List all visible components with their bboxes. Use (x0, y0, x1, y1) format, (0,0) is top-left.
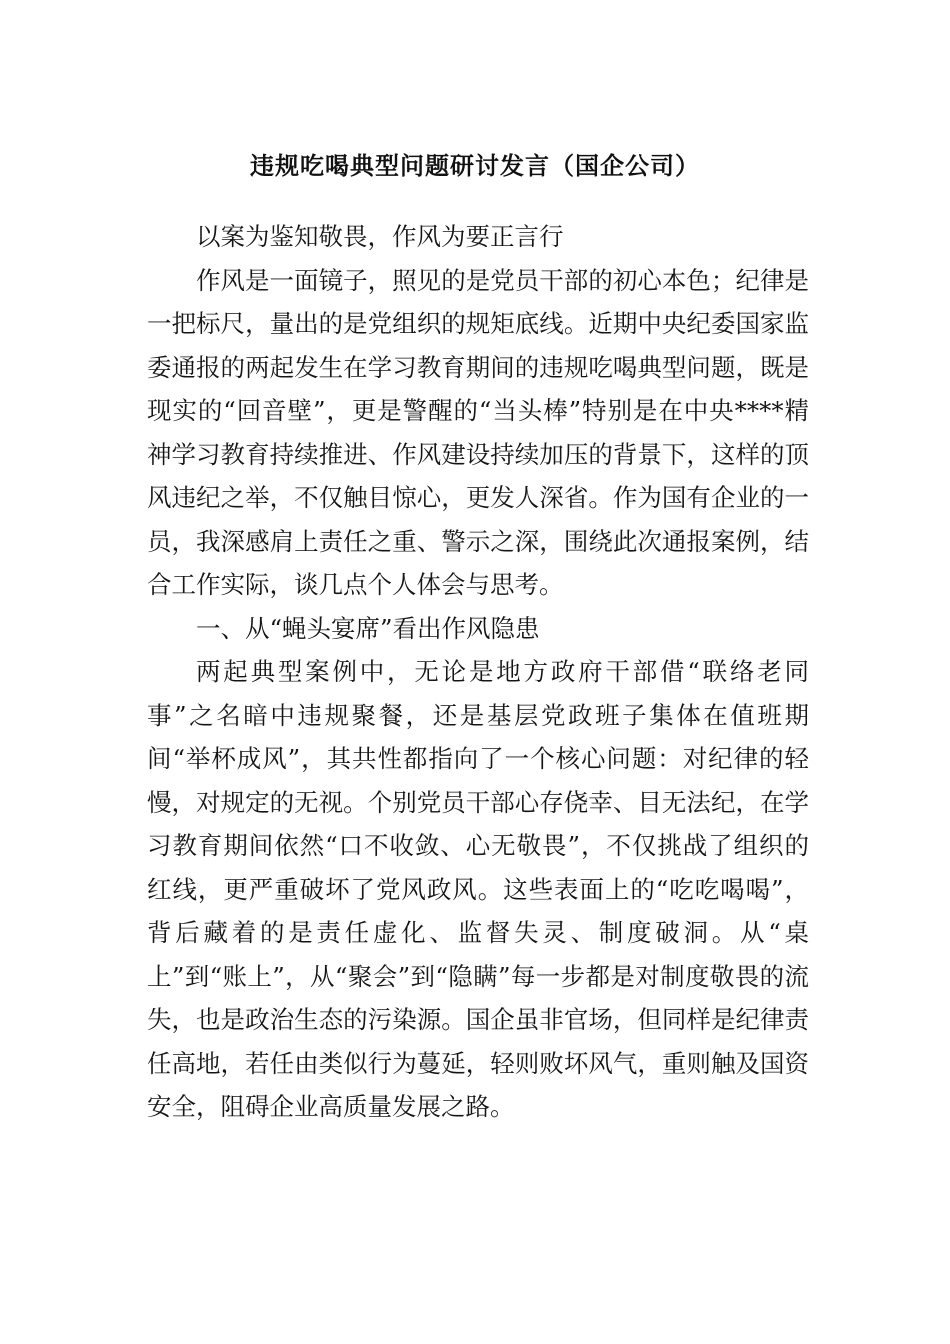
paragraph-intro: 作风是一面镜子，照见的是党员干部的初心本色；纪律是一把标尺，量出的是党组织的规矩底线。近期中央纪委国家监委通报的两起发生在学习教育期间的违规吃喝典型问题，既是现实的“回音壁”，更是警醒的“当头棒”特别是在中央****精神学习教育持续推进、作风建设持续加压的背景下，这样的顶风违纪之举，不仅触目惊心，更发人深省。作为国有企业的一员，我深感肩上责任之重、警示之深，围绕此次通报案例，结合工作实际，谈几点个人体会与思考。 (147, 265, 809, 599)
document-body (147, 215, 809, 1129)
paragraph-section-1: 两起典型案例中，无论是地方政府干部借“联络老同事”之名暗中违规聚餐，还是基层党政班子集体在值班期间“举杯成风”，其共性都指向了一个核心问题：对纪律的轻慢，对规定的无视。个别党员干部心存侥幸、目无法纪，在学习教育期间依然“口不收敛、心无敬畏”，不仅挑战了组织的红线，更严重破坏了党风政风。这些表面上的“吃吃喝喝”，背后藏着的是责任虚化、监督失灵、制度破洞。从“桌上”到“账上”，从“聚会”到“隐瞒”每一步都是对制度敬畏的流失，也是政治生态的污染源。国企虽非官场，但同样是纪律责任高地，若任由类似行为蔓延，轻则败坏风气，重则触及国资安全，阻碍企业高质量发展之路。 (147, 657, 809, 1121)
section-heading-1: 一、从“蝇头宴席”看出作风隐患 (196, 613, 540, 643)
document-title: 违规吃喝典型问题研讨发言（国企公司） (250, 152, 700, 180)
paragraph-subtitle: 以案为鉴知敬畏，作风为要正言行 (196, 222, 564, 251)
